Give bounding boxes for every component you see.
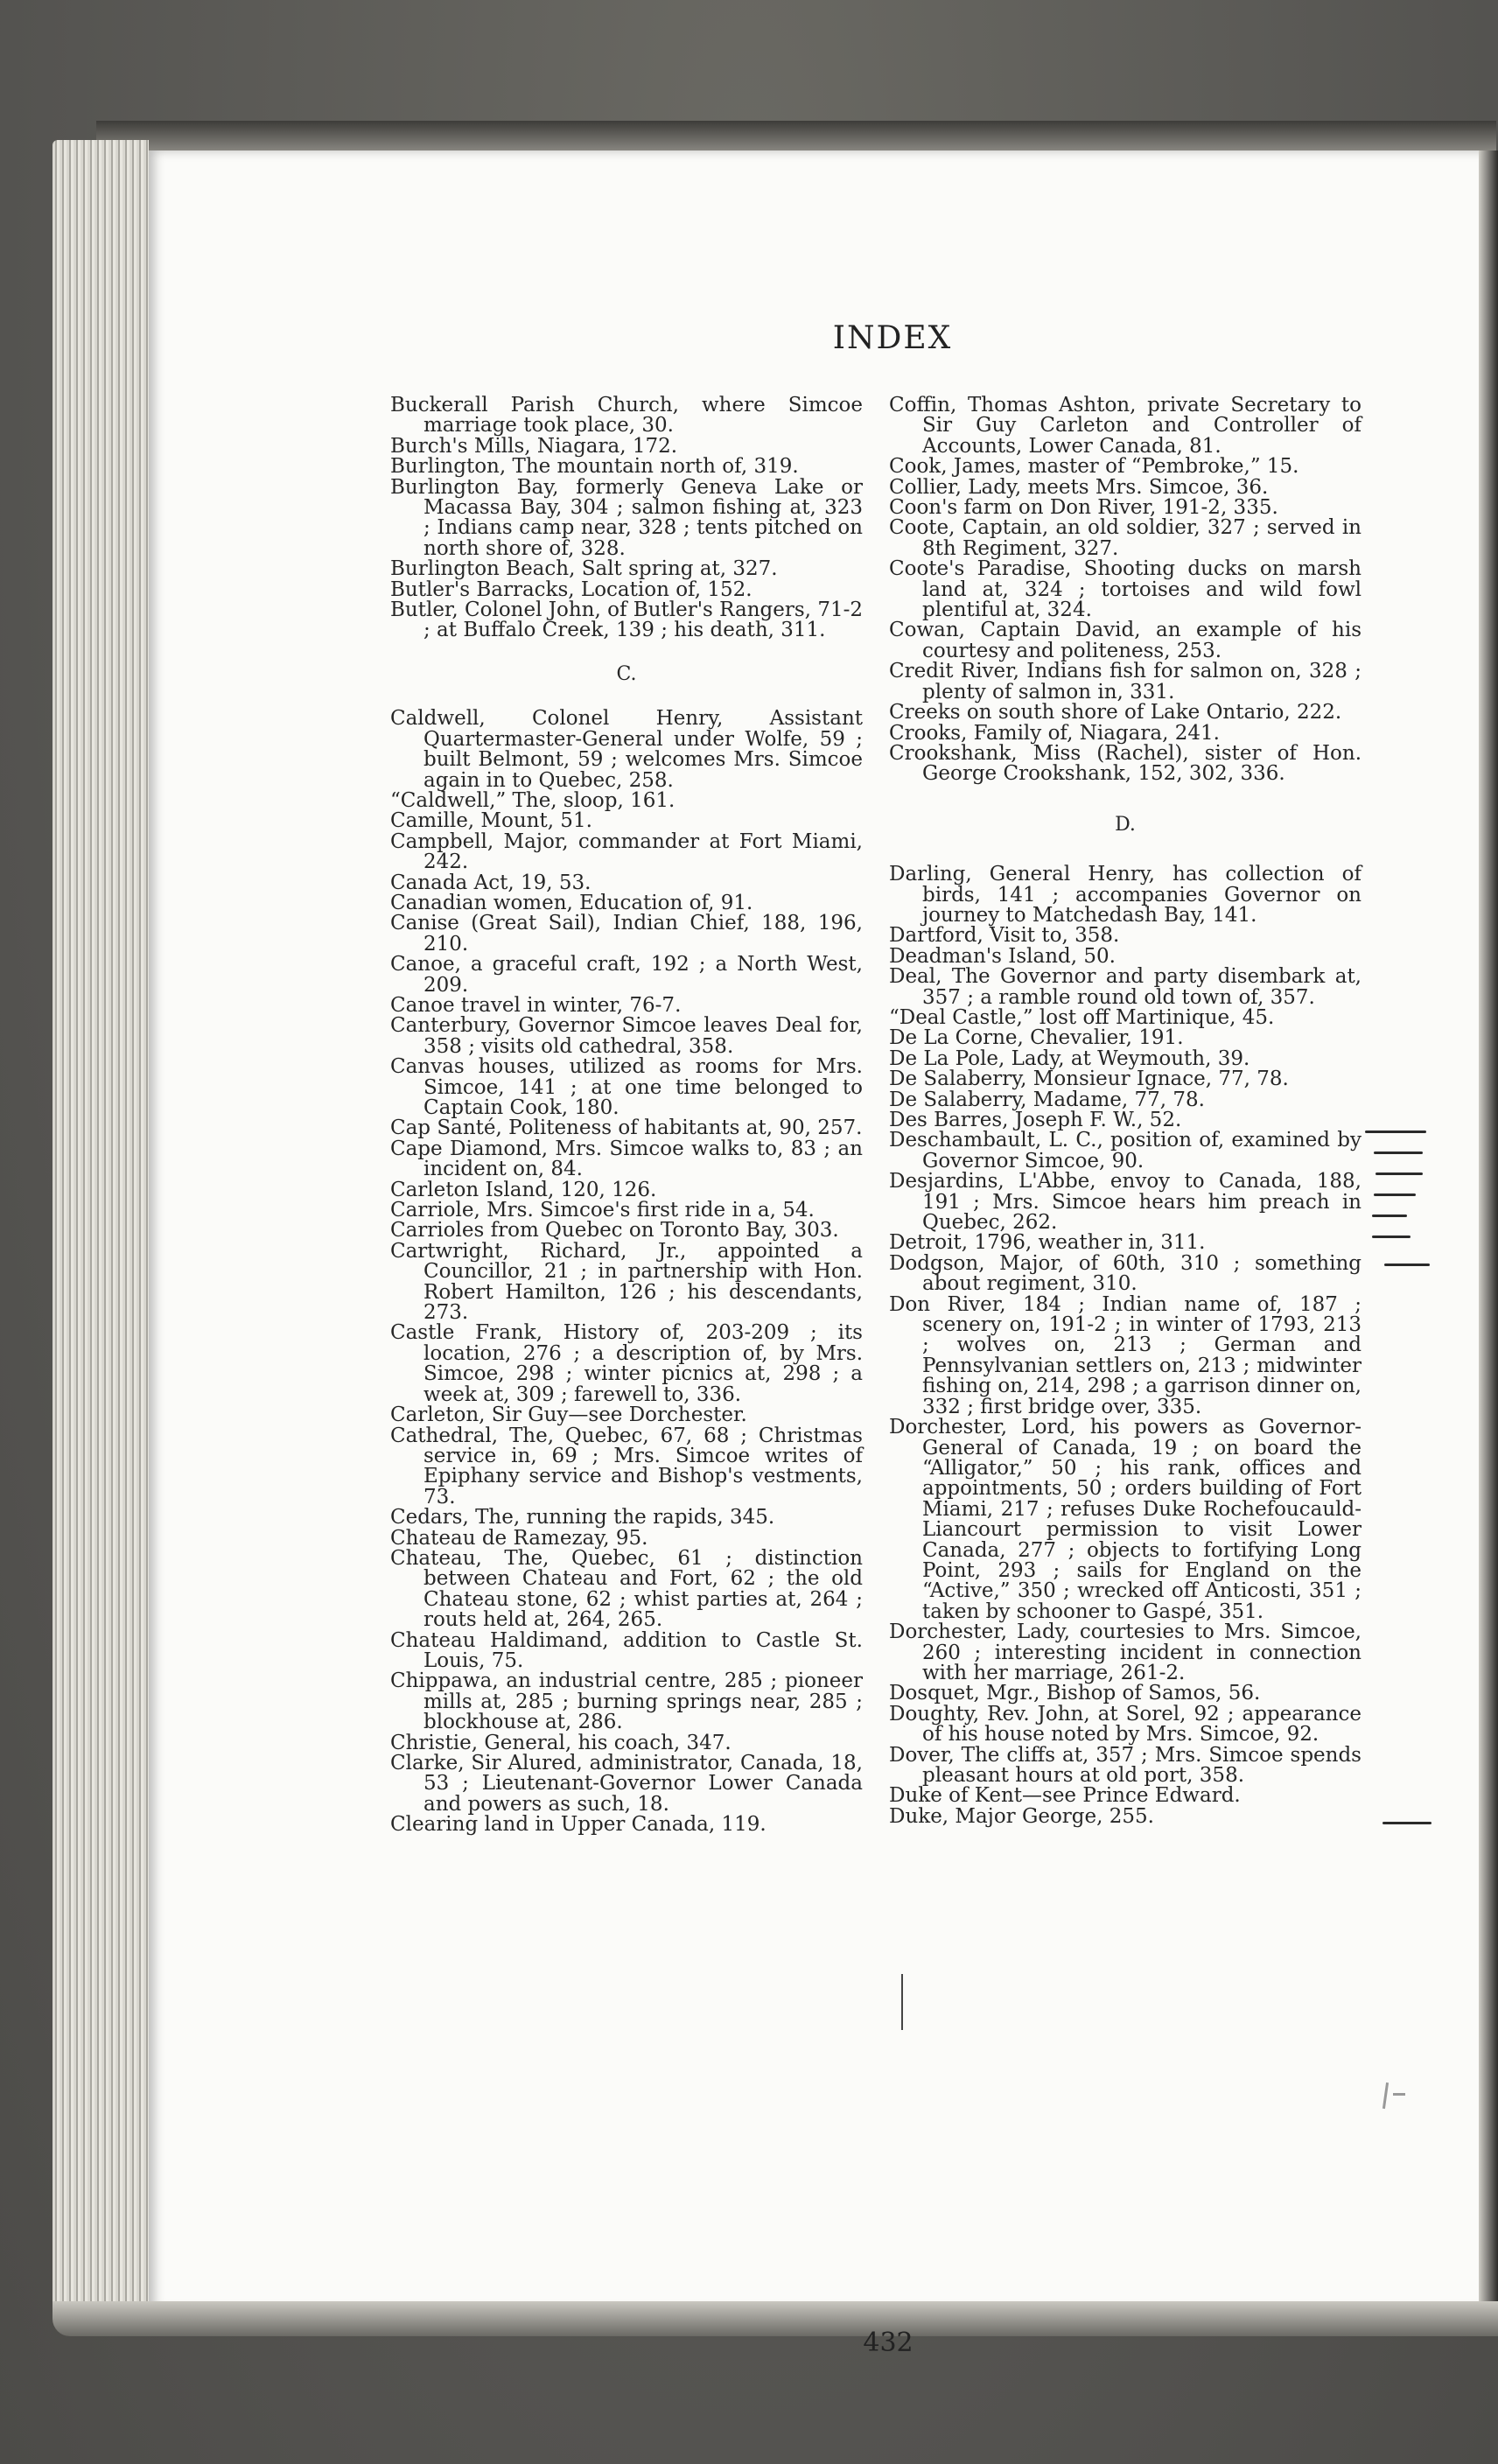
index-entry: Chippawa, an industrial centre, 285 ; pioneer mills at, 285 ; burning springs near, 285 ; blockhouse at, 286. — [390, 1670, 863, 1734]
index-entry: De Salaberry, Monsieur Ignace, 77, 78. — [889, 1068, 1289, 1091]
index-entry: Detroit, 1796, weather in, 311. — [889, 1231, 1206, 1255]
pencil-margin-mark — [1374, 1152, 1423, 1154]
index-entry: Carriole, Mrs. Simcoe's first ride in a, 54. — [390, 1199, 815, 1222]
index-entry: Carleton Island, 120, 126. — [390, 1178, 657, 1201]
index-entry: Collier, Lady, meets Mrs. Simcoe, 36. — [889, 475, 1269, 499]
index-entry: Creeks on south shore of Lake Ontario, 222. — [889, 701, 1342, 724]
right-column — [889, 396, 1362, 1827]
index-entry: Chateau Haldimand, addition to Castle St. Louis, 75. — [390, 1628, 863, 1672]
index-entry: Crookshank, Miss (Rachel), sister of Hon. George Crookshank, 152, 302, 336. — [889, 741, 1362, 786]
index-entry: Coon's farm on Don River, 191-2, 335. — [889, 496, 1278, 520]
index-entry: Dorchester, Lord, his powers as Governor-General of Canada, 19 ; on board the “Alligator,” 50 ; his rank, offices and appointments, 50 ; orders building of Fort Miami, 217 ; refuses Duke Rochefoucauld-Liancourt permission to visit Lower Canada, 277 ; objects to fortifying Long Point, 293 ; sails for England on the “Active,” 350 ; wrecked off Anticosti, 351 ; taken by schooner to Gaspé, 351. — [889, 1416, 1362, 1623]
pencil-margin-mark — [1376, 1172, 1423, 1175]
page-title: INDEX — [832, 320, 953, 356]
index-entry: Canise (Great Sail), Indian Chief, 188, 196, 210. — [390, 912, 863, 956]
index-entry: De Salaberry, Madame, 77, 78. — [889, 1088, 1205, 1111]
index-entry: Darling, General Henry, has collection of birds, 141 ; accompanies Governor on journey to Matchedash Bay, 141. — [889, 863, 1362, 927]
index-entry: Dartford, Visit to, 358. — [889, 924, 1120, 948]
index-entry: Cowan, Captain David, an example of his courtesy and politeness, 253. — [889, 619, 1362, 662]
index-entry: Canada Act, 19, 53. — [390, 871, 592, 894]
left-column — [390, 396, 863, 1836]
index-entry: Dover, The cliffs at, 357 ; Mrs. Simcoe spends pleasant hours at old port, 358. — [889, 1743, 1362, 1787]
index-entry: Deadman's Island, 50. — [889, 944, 1116, 968]
index-entry: Carleton, Sir Guy—see Dorchester. — [390, 1404, 747, 1427]
index-entry: Duke, Major George, 255. — [889, 1804, 1154, 1828]
index-entry: Campbell, Major, commander at Fort Miami, 242. — [390, 830, 863, 874]
pencil-corner-mark — [1393, 2093, 1405, 2096]
index-entry: Canterbury, Governor Simcoe leaves Deal for, 358 ; visits old cathedral, 358. — [390, 1014, 863, 1058]
index-entry: Des Barres, Joseph F. W., 52. — [889, 1109, 1182, 1131]
entries-d-group — [889, 864, 1362, 1827]
book-cover-top — [96, 121, 1496, 152]
index-entry: Coote, Captain, an old soldier, 327 ; served in 8th Regiment, 327. — [889, 516, 1362, 560]
index-entry: Credit River, Indians fish for salmon on, 328 ; plenty of salmon in, 331. — [889, 660, 1362, 704]
index-entry: Caldwell, Colonel Henry, Assistant Quartermaster-General under Wolfe, 59 ; built Belmont, 59 ; welcomes Mrs. Simcoe again in to Quebec, 258. — [390, 707, 863, 792]
index-entry: Duke of Kent—see Prince Edward. — [889, 1784, 1241, 1808]
index-entry: Carrioles from Quebec on Toronto Bay, 303. — [390, 1219, 839, 1242]
page-number: 432 — [863, 2328, 914, 2358]
index-entry: Burlington Bay, formerly Geneva Lake or Macassa Bay, 304 ; salmon fishing at, 323 ; Indians camp near, 328 ; tents pitched on north shore of, 328. — [390, 475, 863, 560]
index-entry: Butler, Colonel John, of Butler's Rangers, 71-2 ; at Buffalo Creek, 139 ; his death, 311. — [390, 598, 863, 642]
pencil-margin-mark — [1372, 1214, 1407, 1217]
index-entry: Chateau de Ramezay, 95. — [390, 1526, 648, 1550]
index-entry: Deal, The Governor and party disembark at, 357 ; a ramble round old town of, 357. — [889, 965, 1362, 1009]
book-bottom-edge — [52, 2301, 1498, 2336]
index-entry: Cap Santé, Politeness of habitants at, 90, 257. — [390, 1116, 863, 1140]
index-entry: De La Pole, Lady, at Weymouth, 39. — [889, 1046, 1250, 1070]
pencil-margin-mark — [1372, 1236, 1410, 1238]
entries-c-group — [390, 709, 863, 1835]
index-entry: Christie, General, his coach, 347. — [390, 1731, 732, 1754]
index-entry: Cathedral, The, Quebec, 67, 68 ; Christmas service in, 69 ; Mrs. Simcoe writes of Epiphany service and Bishop's vestments, 73. — [390, 1424, 863, 1508]
index-entry: Camille, Mount, 51. — [390, 809, 592, 833]
index-entry: Dorchester, Lady, courtesies to Mrs. Simcoe, 260 ; interesting incident in connection with her marriage, 261-2. — [889, 1620, 1362, 1684]
index-entry: Doughty, Rev. John, at Sorel, 92 ; appearance of his house noted by Mrs. Simcoe, 92. — [889, 1702, 1362, 1746]
pencil-margin-mark — [1384, 1264, 1430, 1266]
index-entry: Crooks, Family of, Niagara, 241. — [889, 721, 1220, 745]
index-entry: Deschambault, L. C., position of, examined by Governor Simcoe, 90. — [889, 1129, 1362, 1172]
index-entry: Coote's Paradise, Shooting ducks on marsh land at, 324 ; tortoises and wild fowl plentiful at, 324. — [889, 557, 1362, 622]
index-entry: “Deal Castle,” lost off Martinique, 45. — [889, 1005, 1275, 1029]
index-entry: Cook, James, master of “Pembroke,” 15. — [889, 455, 1299, 479]
pencil-margin-mark — [1374, 1194, 1416, 1196]
index-entry: Clarke, Sir Alured, administrator, Canada, 18, 53 ; Lieutenant-Governor Lower Canada and powers as such, 18. — [390, 1752, 863, 1816]
index-entry: Don River, 184 ; Indian name of, 187 ; scenery on, 191-2 ; in winter of 1793, 213 ; wolves on, 213 ; German and Pennsylvanian settlers on, 213 ; midwinter fishing on, 214, 298 ; a garrison dinner on, 332 ; first bridge over, 335. — [889, 1292, 1362, 1418]
index-entry: Butler's Barracks, Location of, 152. — [390, 578, 752, 601]
index-entry: Canvas houses, utilized as rooms for Mrs. Simcoe, 141 ; at one time belonged to Captain Cook, 180. — [390, 1055, 863, 1119]
index-entry: Coffin, Thomas Ashton, private Secretary to Sir Guy Carleton and Controller of Accounts, Lower Canada, 81. — [889, 394, 1362, 458]
page-stack-edge — [52, 140, 149, 2310]
index-entry: Canoe, a graceful craft, 192 ; a North West, 209. — [390, 953, 863, 997]
index-entry: Cape Diamond, Mrs. Simcoe walks to, 83 ; an incident on, 84. — [390, 1137, 863, 1181]
page-gutter-shadow — [1479, 150, 1498, 2310]
pencil-margin-mark — [1365, 1130, 1426, 1133]
index-entry: Burlington Beach, Salt spring at, 327. — [390, 557, 778, 581]
index-entry: Burlington, The mountain north of, 319. — [390, 455, 799, 479]
index-entry: Buckerall Parish Church, where Simcoe marriage took place, 30. — [390, 394, 863, 438]
index-entry: “Caldwell,” The, sloop, 161. — [390, 788, 676, 812]
pencil-vertical-mark — [901, 1974, 903, 2030]
index-entry: De La Corne, Chevalier, 191. — [889, 1026, 1184, 1050]
index-entry: Desjardins, L'Abbe, envoy to Canada, 188, 191 ; Mrs. Simcoe hears him preach in Quebec, 262. — [889, 1170, 1362, 1235]
index-entry: Cedars, The, running the rapids, 345. — [390, 1506, 775, 1530]
index-entry: Clearing land in Upper Canada, 119. — [390, 1813, 766, 1837]
entries-b-group — [390, 396, 863, 641]
index-entry: Cartwright, Richard, Jr., appointed a Councillor, 21 ; in partnership with Hon. Robert Hamilton, 126 ; his descendants, 273. — [390, 1239, 863, 1325]
pencil-margin-mark — [1382, 1822, 1432, 1824]
index-entry: Burch's Mills, Niagara, 172. — [390, 434, 678, 458]
index-entry: Dosquet, Mgr., Bishop of Samos, 56. — [889, 1682, 1261, 1705]
index-entry: Canadian women, Education of, 91. — [390, 891, 753, 914]
index-entry: Chateau, The, Quebec, 61 ; distinction between Chateau and Fort, 62 ; the old Chateau stone, 62 ; whist parties at, 264 ; routs held at, 264, 265. — [390, 1546, 863, 1632]
section-heading-d: D. — [1115, 813, 1136, 836]
index-entry: Dodgson, Major, of 60th, 310 ; something about regiment, 310. — [889, 1251, 1362, 1296]
section-heading-c: C. — [616, 662, 637, 685]
entries-c-continued-group — [889, 396, 1362, 785]
index-entry: Canoe travel in winter, 76-7. — [390, 993, 682, 1017]
index-entry: Castle Frank, History of, 203-209 ; its location, 276 ; a description of, by Mrs. Simcoe, 298 ; winter picnics at, 298 ; a week at, 309 ; farewell to, 336. — [390, 1321, 863, 1406]
